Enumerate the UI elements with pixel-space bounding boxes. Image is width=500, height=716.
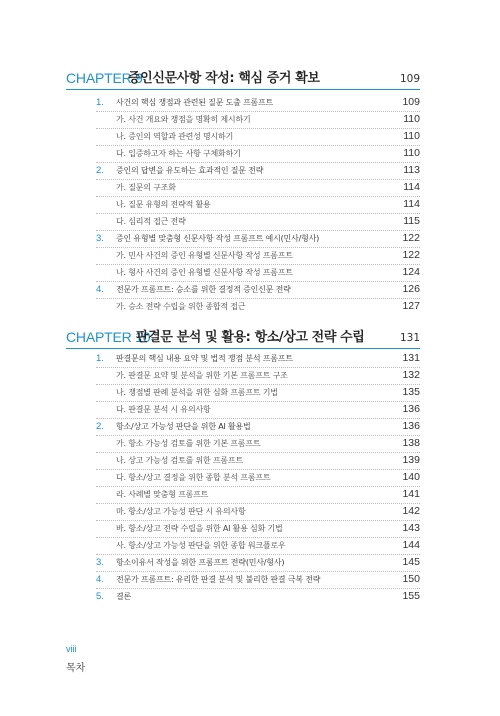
toc-entry[interactable]	[96, 298, 420, 315]
entry-number: 2.	[96, 165, 104, 176]
entry-page: 136	[402, 420, 420, 432]
entry-number: 2.	[96, 421, 104, 432]
entry-title: 가. 승소 전략 수립을 위한 종합적 접근	[116, 302, 246, 311]
entry-title: 전문가 프롬프트: 승소를 위한 결정적 증인신문 전략	[116, 285, 291, 294]
toc-entry[interactable]	[96, 111, 420, 128]
footer-page-number: viii	[66, 644, 77, 654]
entry-title: 가. 질문의 구조화	[116, 183, 176, 192]
toc-entry[interactable]	[96, 503, 420, 520]
chapter-heading	[66, 323, 420, 347]
entry-number: 4.	[96, 284, 104, 295]
entry-page: 114	[403, 181, 420, 193]
entry-title: 가. 사건 개요와 쟁점을 명확히 제시하기	[116, 115, 251, 124]
entry-page: 122	[402, 249, 420, 261]
toc-entry[interactable]	[96, 350, 420, 367]
entry-page: 109	[402, 96, 420, 108]
entry-page: 144	[402, 539, 420, 551]
toc-entry[interactable]	[96, 367, 420, 384]
entry-title: 가. 민사 사건의 증인 유형별 신문사항 작성 프롬프트	[116, 251, 293, 260]
toc-entry[interactable]	[96, 213, 420, 230]
entry-title: 나. 형사 사건의 증인 유형별 신문사항 작성 프롬프트	[116, 268, 293, 277]
chapter-page-number: 131	[399, 332, 420, 344]
toc-entry[interactable]	[96, 452, 420, 469]
entry-page: 122	[402, 232, 420, 244]
entry-title: 바. 항소/상고 전략 수립을 위한 AI 활용 심화 기법	[116, 524, 283, 533]
toc-entry[interactable]	[96, 537, 420, 554]
entry-title: 다. 항소/상고 결정을 위한 종합 분석 프롬프트	[116, 473, 271, 482]
chapter-divider	[66, 348, 420, 349]
entry-title: 나. 쟁점별 판례 분석을 위한 심화 프롬프트 기법	[116, 388, 278, 397]
entry-page: 142	[402, 505, 420, 517]
entry-title: 다. 심리적 접근 전략	[116, 217, 186, 226]
entry-number: 4.	[96, 574, 104, 585]
footer-section-label: 목차	[66, 663, 86, 674]
entry-page: 110	[403, 147, 420, 159]
entry-page: 113	[403, 164, 420, 176]
entry-page: 127	[402, 300, 420, 312]
entry-number: 3.	[96, 557, 104, 568]
entry-page: 124	[402, 266, 420, 278]
entry-title: 라. 사례별 맞춤형 프롬프트	[116, 490, 209, 499]
entry-title: 항소이유서 작성을 위한 프롬프트 전략(민사/형사)	[116, 558, 285, 567]
chapter-title: 증인신문사항 작성: 핵심 증거 확보	[128, 71, 320, 86]
toc-entry[interactable]	[96, 435, 420, 452]
toc-entry[interactable]	[96, 418, 420, 435]
entry-title: 사건의 핵심 쟁점과 관련된 질문 도출 프롬프트	[116, 98, 274, 107]
entry-title: 나. 증인의 역할과 관련성 명시하기	[116, 132, 234, 141]
entry-page: 140	[402, 471, 420, 483]
chapter-page-number: 109	[399, 73, 420, 85]
toc-entry[interactable]	[96, 588, 420, 605]
entry-title: 증인의 답변을 유도하는 효과적인 질문 전략	[116, 166, 264, 175]
entry-title: 항소/상고 가능성 판단을 위한 AI 활용법	[116, 422, 251, 431]
toc-entry[interactable]	[96, 162, 420, 179]
chapter-title: 판결문 분석 및 활용: 항소/상고 전략 수립	[136, 330, 365, 345]
entry-title: 가. 판결문 요약 및 분석을 위한 기본 프롬프트 구조	[116, 371, 288, 380]
entry-title: 나. 질문 유형의 전략적 활용	[116, 200, 211, 209]
toc-entry[interactable]	[96, 247, 420, 264]
entry-number: 3.	[96, 233, 104, 244]
toc-entry[interactable]	[96, 264, 420, 281]
chapter-number: CHAPTER 10	[66, 329, 151, 345]
entry-page: 143	[402, 522, 420, 534]
entry-page: 139	[402, 454, 420, 466]
entry-page: 141	[402, 488, 420, 500]
entry-page: 110	[403, 113, 420, 125]
entry-title: 전문가 프롬프트: 유리한 판결 분석 및 불리한 판결 극복 전략	[116, 575, 321, 584]
chapter-divider	[66, 89, 420, 90]
entry-page: 115	[403, 215, 420, 227]
toc-entry[interactable]	[96, 520, 420, 537]
entry-title: 다. 입증하고자 하는 사항 구체화하기	[116, 149, 241, 158]
entry-page: 138	[402, 437, 420, 449]
toc-entry[interactable]	[96, 554, 420, 571]
entry-page: 131	[402, 352, 420, 364]
entry-number: 1.	[96, 97, 104, 108]
entry-title: 판결문의 핵심 내용 요약 및 법적 쟁점 분석 프롬프트	[116, 354, 293, 363]
toc-entry[interactable]	[96, 145, 420, 162]
entry-title: 가. 항소 가능성 검토를 위한 기본 프롬프트	[116, 439, 261, 448]
toc-entry[interactable]	[96, 571, 420, 588]
entry-page: 145	[402, 556, 420, 568]
toc-entry[interactable]	[96, 196, 420, 213]
toc-entry[interactable]	[96, 128, 420, 145]
toc-entry[interactable]	[96, 384, 420, 401]
chapter-heading	[66, 64, 420, 88]
toc-entry[interactable]	[96, 486, 420, 503]
toc-entry[interactable]	[96, 469, 420, 486]
entry-page: 155	[402, 590, 420, 602]
entry-page: 110	[403, 130, 420, 142]
toc-entry[interactable]	[96, 230, 420, 247]
entry-page: 136	[402, 403, 420, 415]
entry-title: 결론	[116, 592, 132, 601]
entry-title: 나. 상고 가능성 검토를 위한 프롬프트	[116, 456, 243, 465]
entry-title: 다. 판결문 분석 시 유의사항	[116, 405, 211, 414]
entry-title: 증인 유형별 맞춤형 신문사항 작성 프롬프트 예시(민사/형사)	[116, 234, 320, 243]
entry-number: 1.	[96, 353, 104, 364]
entry-title: 사. 항소/상고 가능성 판단을 위한 종합 워크플로우	[116, 541, 286, 550]
entry-page: 132	[402, 369, 420, 381]
entry-page: 150	[402, 573, 420, 585]
entry-title: 마. 항소/상고 가능성 판단 시 유의사항	[116, 507, 246, 516]
entry-page: 114	[403, 198, 420, 210]
toc-entry[interactable]	[96, 94, 420, 111]
toc-entry[interactable]	[96, 401, 420, 418]
entry-number: 5.	[96, 591, 104, 602]
entry-page: 135	[402, 386, 420, 398]
toc-entry[interactable]	[96, 179, 420, 196]
toc-entry[interactable]	[96, 281, 420, 298]
chapter-number: CHAPTER 9	[66, 70, 143, 86]
entry-page: 126	[402, 283, 420, 295]
